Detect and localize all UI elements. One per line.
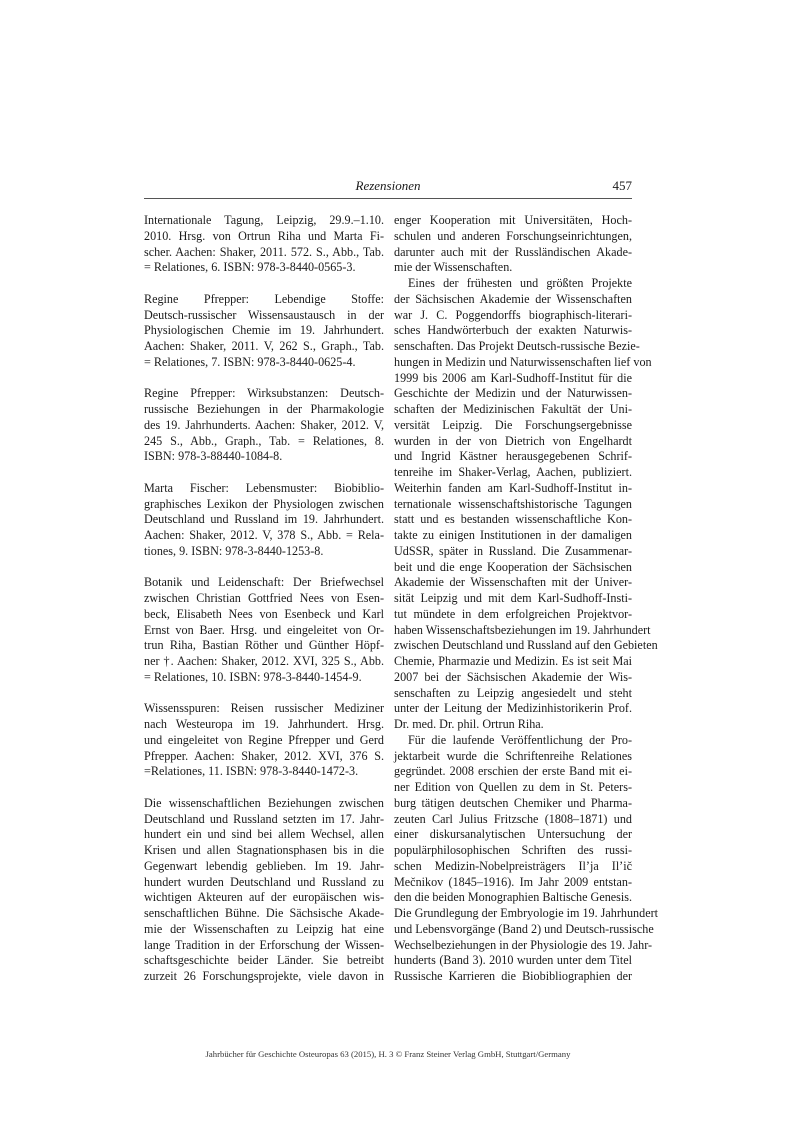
- text-line: lange Tradition in der Erforschung der Wissen-: [144, 937, 384, 952]
- text-line: Wissensspuren: Reisen russischer Mediziner: [144, 701, 384, 716]
- text-line: Geschichte der Medizin und der Naturwissen-: [394, 386, 632, 401]
- text-line: ner Edition von Quellen zu dem in St. Peters-: [394, 780, 632, 794]
- text-line: und eingeleitet von Regine Pfrepper und Gerd: [144, 732, 384, 747]
- text-line: UdSSR, später in Russland. Die Zusammenar-: [394, 543, 632, 558]
- text-line: tut mündete in dem erfolgreichen Projektvor-: [394, 606, 632, 621]
- body-paragraph: [394, 732, 658, 985]
- text-line: schaften der Medizinischen Fakultät der Uni-: [394, 402, 632, 416]
- text-line: Regine Pfrepper: Lebendige Stoffe:: [144, 291, 384, 306]
- text-line: und Lebensvorgänge (Band 2) und Deutsch-russische: [394, 921, 654, 936]
- text-line: Botanik und Leidenschaft: Der Briefwechsel: [144, 575, 384, 590]
- text-line: mie der Wissenschaften zu Leipzig hat eine: [144, 921, 384, 936]
- text-line: Die wissenschaftlichen Beziehungen zwischen: [144, 795, 384, 810]
- text-line: hunderts (Band 3). 2010 wurden unter dem Titel: [394, 953, 632, 968]
- text-line: einer diskursanalytischen Untersuchung der: [394, 827, 632, 842]
- text-line: beit und die enge Kooperation der Sächsischen: [394, 559, 632, 574]
- text-line: Physiologischen Chemie im 19. Jahrhundert.: [144, 323, 384, 338]
- running-header: [144, 178, 632, 198]
- text-line: Russische Karrieren die Biobibliographien der: [394, 969, 632, 983]
- text-line: Dr. med. Dr. phil. Ortrun Riha.: [394, 717, 544, 731]
- text-line: Regine Pfrepper: Wirksubstanzen: Deutsch-: [144, 386, 384, 401]
- text-line: = Relationes, 10. ISBN: 978-3-8440-1454-9.: [144, 669, 362, 684]
- body-paragraph: [394, 213, 632, 276]
- text-line: beck, Elisabeth Nees von Esenbeck und Karl: [144, 606, 384, 621]
- text-line: Ernst von Baer. Hrsg. und eingeleitet von Or-: [144, 622, 384, 637]
- text-line: und Ingrid Kästner herausgegebenen Schrif-: [394, 449, 632, 464]
- text-line: 245 S., Abb., Graph., Tab. = Relationes, 8.: [144, 433, 384, 448]
- text-line: Pfrepper. Aachen: Shaker, 2012. XVI, 376 S.: [144, 748, 384, 763]
- text-line: Deutschland und Russland im 19. Jahrhundert.: [144, 512, 384, 527]
- text-line: Aachen: Shaker, 2012. V, 378 S., Abb. = Rela-: [144, 528, 384, 542]
- right-column: [394, 213, 658, 985]
- header-rule: [144, 198, 632, 199]
- left-column: [144, 213, 384, 985]
- page-footer: Jahrbücher für Geschichte Osteuropas 63 (2015), H. 3 © Franz Steiner Verlag GmbH, Stuttgart/Germany: [205, 1049, 571, 1059]
- text-line: tenreihe im Shaker-Verlag, Aachen, publiziert.: [394, 465, 632, 479]
- text-line: Marta Fischer: Lebensmuster: Biobibliо-: [144, 480, 384, 495]
- bibliography-entry: [144, 213, 384, 276]
- text-line: zurzeit 26 Forschungsprojekte, viele davon in: [144, 969, 384, 983]
- text-line: zeuten Carl Julius Fritzsche (1808–1871) und: [394, 811, 632, 826]
- text-line: Weiterhin fanden am Karl-Sudhoff-Institut in-: [394, 480, 632, 495]
- text-line: mie der Wissenschaften.: [394, 260, 513, 275]
- text-line: Deutschland und Russland setzten im 17. Jahr-: [144, 811, 384, 826]
- text-line: jektarbeit wurde die Schriftenreihe Relationes: [394, 748, 632, 763]
- text-line: zwischen Deutschland und Russland auf den Gebieten: [394, 638, 658, 653]
- text-line: Für die laufende Veröffentlichung der Pro-: [408, 732, 632, 747]
- text-line: scher. Aachen: Shaker, 2011. 572. S., Abb., Tab.: [144, 244, 384, 259]
- text-line: graphisches Lexikon der Physiologen zwischen: [144, 496, 384, 511]
- text-line: senschaften. Das Projekt Deutsch-russische Bezie-: [394, 339, 640, 353]
- text-line: Internationale Tagung, Leipzig, 29.9.–1.10.: [144, 213, 384, 227]
- text-line: war J. C. Poggendorffs biographisch-literari-: [394, 307, 632, 322]
- text-line: Krisen und allen Stagnationsphasen bis in die: [144, 843, 384, 857]
- text-line: versität Leipzig. Die Forschungsergebnisse: [394, 417, 632, 432]
- text-line: Chemie, Pharmazie und Medizin. Es ist seit Mai: [394, 654, 632, 668]
- text-line: populärphilosophischen Schriften des russi-: [394, 843, 632, 857]
- text-line: hungen in Medizin und Naturwissenschaften lief von: [394, 354, 652, 369]
- text-line: enger Kooperation mit Universitäten, Hoch-: [394, 213, 632, 227]
- bibliography-entry: [144, 481, 384, 560]
- text-line: Mečnikov (1845–1916). Im Jahr 2009 entstan-: [394, 874, 632, 889]
- text-line: darunter auch mit der Russländischen Akade-: [394, 244, 632, 259]
- text-line: wichtigen Akteuren auf der europäischen wis-: [144, 890, 384, 905]
- text-line: Deutsch-russischer Wissensaustausch in der: [144, 307, 384, 322]
- text-line: sität Leipzig und mit dem Karl-Sudhoff-Insti-: [394, 591, 632, 605]
- text-line: nach Westeuropa im 19. Jahrhundert. Hrsg.: [144, 717, 384, 731]
- text-line: unter der Leitung der Medizinhistorikerin Prof.: [394, 701, 632, 716]
- text-line: der Sächsischen Akademie der Wissenschaften: [394, 291, 632, 306]
- text-line: burg tätigen deutschen Chemiker und Pharma-: [394, 795, 632, 810]
- text-line: Gegenwart lebendig geblieben. Im 19. Jahr-: [144, 858, 384, 873]
- text-line: =Relationes, 11. ISBN: 978-3-8440-1472-3.: [144, 764, 359, 779]
- text-line: 2007 bei der Sächsischen Akademie der Wis-: [394, 669, 632, 684]
- text-line: 1999 bis 2006 am Karl-Sudhoff-Institut für die: [394, 370, 632, 385]
- running-title: Rezensionen: [355, 178, 421, 193]
- page-number: 457: [612, 178, 632, 193]
- text-line: Die Grundlegung der Embryologie im 19. Jahrhundert: [394, 906, 658, 920]
- text-line: = Relationes, 7. ISBN: 978-3-8440-0625-4.: [144, 354, 356, 369]
- bibliography-entry: [144, 575, 384, 685]
- text-line: Aachen: Shaker, 2011. V, 262 S., Graph., Tab.: [144, 339, 384, 353]
- text-line: ner †. Aachen: Shaker, 2012. XVI, 325 S., Abb.: [144, 654, 384, 668]
- bibliography-entry: [144, 386, 384, 465]
- text-line: Akademie der Wissenschaften mit der Univer-: [394, 575, 632, 590]
- text-line: trun Riha, Bastian Röther und Günther Höpf-: [144, 638, 384, 653]
- text-line: schen Medizin-Nobelpreisträgers Il’ja Il’ič: [394, 858, 632, 873]
- text-line: russische Beziehungen in der Pharmakologie: [144, 402, 384, 416]
- bibliography-entry: [144, 292, 384, 371]
- text-line: Wechselbeziehungen in der Physiologie des 19. Jahr-: [394, 937, 653, 952]
- body-paragraph: [394, 276, 658, 733]
- body-paragraph: [144, 796, 384, 985]
- text-line: Eines der frühesten und größten Projekte: [408, 276, 632, 290]
- text-line: wurden in der von Dietrich von Engelhardt: [394, 433, 632, 448]
- text-line: schulen und anderen Forschungseinrichtungen,: [394, 228, 632, 243]
- text-line: des 19. Jahrhunderts. Aachen: Shaker, 2012. V,: [144, 417, 384, 432]
- text-line: statt und es bestanden wissenschaftliche Kon-: [394, 512, 632, 527]
- text-line: takte zu einigen Institutionen in der damaligen: [394, 528, 632, 542]
- text-line: zwischen Christian Gottfried Nees von Esen-: [144, 591, 384, 605]
- text-line: ternationale wissenschaftshistorische Tagungen: [394, 496, 632, 511]
- text-line: sches Handwörterbuch der exakten Naturwis-: [394, 323, 632, 338]
- text-line: hundert ein und sind bei allem Wechsel, allen: [144, 827, 384, 842]
- text-line: = Relationes, 6. ISBN: 978-3-8440-0565-3.: [144, 260, 356, 275]
- text-line: hundert wurden Deutschland und Russland zu: [144, 874, 384, 889]
- text-line: ISBN: 978-3-88440-1084-8.: [144, 449, 283, 464]
- text-line: senschaften zu Leipzig angesiedelt und steht: [394, 685, 632, 700]
- text-line: 2010. Hrsg. von Ortrun Riha und Marta Fi-: [144, 228, 384, 243]
- text-line: gegründet. 2008 erschien der erste Band mit ei-: [394, 764, 632, 779]
- text-line: den die beiden Monographien Baltische Genesis.: [394, 890, 633, 905]
- bibliography-entry: [144, 701, 384, 780]
- text-line: senschaftlichen Bühne. Die Sächsische Akade-: [144, 906, 384, 920]
- text-line: schaftsgeschichte beider Länder. Sie betreibt: [144, 953, 384, 968]
- text-line: haben Wissenschaftsbeziehungen im 19. Jahrhundert: [394, 622, 651, 637]
- text-line: tiones, 9. ISBN: 978-3-8440-1253-8.: [144, 543, 324, 558]
